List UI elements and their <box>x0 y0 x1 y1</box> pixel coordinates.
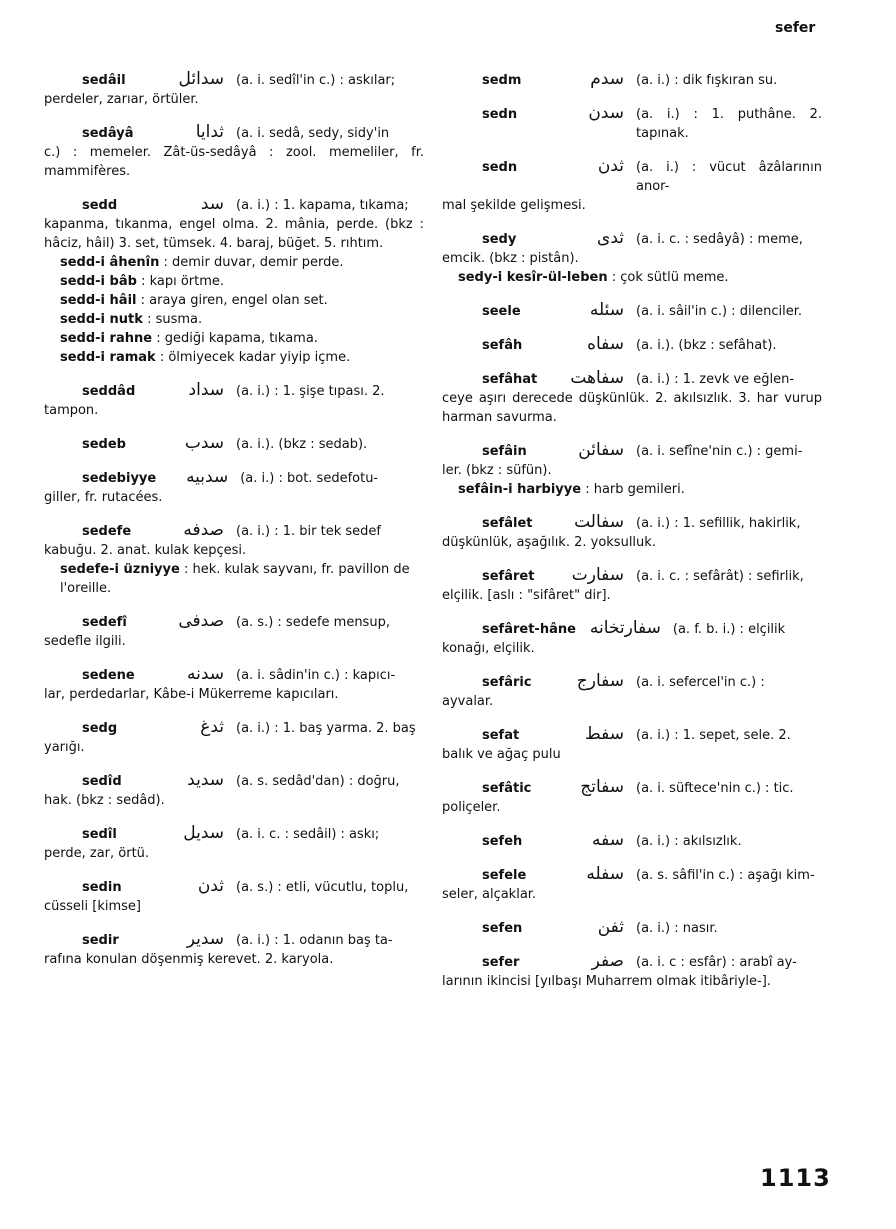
entry-arabic-script: سديد <box>187 770 224 790</box>
entry-arabic-script: سدبيه <box>186 467 229 487</box>
dictionary-entry <box>442 566 822 605</box>
entry-headword: sedâil <box>82 73 126 88</box>
dictionary-entry <box>44 521 424 598</box>
entry-headword: sedefe <box>82 524 132 539</box>
entry-definition-continued: sedefle ilgili. <box>44 634 126 649</box>
entry-headword: sedir <box>82 933 119 948</box>
entry-definition: (a. i.) : dik fışkıran su. <box>636 73 778 88</box>
entry-definition: (a. i. sefîne'nin c.) : gemi- <box>636 444 803 459</box>
entry-arabic-script: سفاه <box>587 334 624 354</box>
entry-definition-continued: cüsseli [kimse] <box>44 899 142 914</box>
dictionary-entry <box>44 612 424 651</box>
entry-arabic-script: ثدغ <box>200 717 224 737</box>
entry-headword: sefâtic <box>482 781 532 796</box>
subentry-headword: sedd-i bâb <box>60 274 137 289</box>
dictionary-entry <box>442 619 822 658</box>
entry-headword: sefat <box>482 728 520 743</box>
entry-headword: sefen <box>482 921 523 936</box>
entry-arabic-script: سد <box>200 194 224 214</box>
entry-definition: (a. i. c. : sefârât) : sefirlik, <box>636 569 804 584</box>
entry-arabic-script: سدب <box>184 433 224 453</box>
entry-arabic-script: سفاتج <box>580 777 624 797</box>
dictionary-entry <box>442 441 822 499</box>
entry-headword: sedd <box>82 198 118 213</box>
entry-arabic-script: ثدن <box>597 156 624 176</box>
entry-arabic-script: ثفن <box>597 917 624 937</box>
subentry-definition: : harb gemileri. <box>585 482 685 497</box>
entry-arabic-script: صدفه <box>183 520 224 540</box>
subentry <box>60 348 424 367</box>
entry-definition-continued: hak. (bkz : sedâd). <box>44 793 165 808</box>
dictionary-entry <box>442 513 822 552</box>
entry-definition: (a. i.) : 1. sepet, sele. 2. <box>636 728 791 743</box>
entry-headword: sedin <box>82 880 122 895</box>
subentry-headword: sedd-i hâil <box>60 293 137 308</box>
entry-definition: (a. i.) : 1. odanın baş ta- <box>236 933 393 948</box>
entry-definition: (a. i. sedâ, sedy, sidy'in <box>236 126 390 141</box>
subentry-headword: sedd-i ramak <box>60 350 156 365</box>
entry-headword: sefele <box>482 868 527 883</box>
entry-definition-continued: yarığı. <box>44 740 85 755</box>
dictionary-entry <box>442 335 822 355</box>
entry-headword: sedîd <box>82 774 122 789</box>
entry-definition: (a. f. b. i.) : elçilik <box>672 622 786 637</box>
page-number: 1113 <box>760 1164 831 1192</box>
entry-definition: (a. i.). (bkz : sedab). <box>236 437 368 452</box>
entry-arabic-script: ثدايا <box>195 122 224 142</box>
entry-definition: (a. i.) : 1. sefillik, hakirlik, <box>636 516 801 531</box>
entry-definition-continued: poliçeler. <box>442 800 501 815</box>
subentry-definition: : gediği kapama, tıkama. <box>156 331 318 346</box>
subentry-definition: : kapı örtme. <box>141 274 225 289</box>
subentry-definition: : susma. <box>147 312 203 327</box>
subentry-definition: : demir duvar, demir perde. <box>163 255 344 270</box>
subentry-list <box>44 253 424 367</box>
entry-headword: sefer <box>482 955 520 970</box>
entry-definition: (a. i.) : 1. baş yarma. 2. baş <box>236 721 416 736</box>
entry-arabic-script: صدفى <box>178 611 224 631</box>
entry-definition-continued: tampon. <box>44 403 99 418</box>
entry-definition: (a. i.) : 1. bir tek sedef <box>236 524 381 539</box>
entry-headword: sedeb <box>82 437 126 452</box>
entry-definition: (a. i.) : 1. kapama, tıkama; <box>236 198 409 213</box>
entry-definition: (a. i.). (bkz : sefâhat). <box>636 338 777 353</box>
entry-headword: sedn <box>482 107 518 122</box>
entry-definition-continued: konağı, elçilik. <box>442 641 535 656</box>
subentry <box>60 272 424 291</box>
entry-definition: (a. s. sâfil'in c.) : aşağı kim- <box>636 868 815 883</box>
entry-arabic-script: سفاهت <box>570 368 624 388</box>
dictionary-entry <box>44 468 424 507</box>
right-column <box>442 70 822 1005</box>
entry-arabic-script: سديل <box>183 823 224 843</box>
entry-definition-continued: rafına konulan döşenmiş kerevet. 2. karyola. <box>44 952 334 967</box>
entry-definition: (a. i. sedîl'in c.) : askılar; <box>236 73 396 88</box>
dictionary-entry <box>44 434 424 454</box>
entry-definition: (a. i.) : 1. şişe tıpası. 2. <box>236 384 385 399</box>
entry-headword: sefâhat <box>482 372 538 387</box>
dictionary-entry <box>44 824 424 863</box>
entry-headword: sedg <box>82 721 118 736</box>
entry-definition: (a. i. c. : sedâil) : askı; <box>236 827 380 842</box>
subentry-headword: sedd-i rahne <box>60 331 153 346</box>
entry-arabic-script: سفله <box>586 864 624 884</box>
entry-arabic-script: سدن <box>588 103 624 123</box>
dictionary-entry <box>44 877 424 916</box>
dictionary-entry <box>44 70 424 109</box>
dictionary-entry <box>442 918 822 938</box>
subentry <box>60 310 424 329</box>
entry-definition: (a. i.) : 1. zevk ve eğlen- <box>636 372 795 387</box>
entry-headword: sedy <box>482 232 517 247</box>
entry-definition: (a. i.) : nasır. <box>636 921 718 936</box>
subentry-list <box>442 480 822 499</box>
subentry-headword: sedd-i âhenîn <box>60 255 160 270</box>
subentry-list <box>44 560 424 598</box>
dictionary-entry <box>442 229 822 287</box>
entry-definition: (a. i. c : esfâr) : arabî ay- <box>636 955 797 970</box>
dictionary-entry <box>442 778 822 817</box>
entry-definition: (a. s.) : sedefe mensup, <box>236 615 390 630</box>
entry-definition: (a. i. sâdin'in c.) : kapıcı- <box>236 668 396 683</box>
subentry <box>60 329 424 348</box>
entry-arabic-script: سفارت <box>571 565 624 585</box>
subentry-definition: : ölmiyecek kadar yiyip içme. <box>159 350 351 365</box>
entry-headword: seele <box>482 304 521 319</box>
entry-definition-continued: larının ikincisi [yılbaşı Muharrem olmak itibâriyle-]. <box>442 974 771 989</box>
entry-headword: sefâlet <box>482 516 533 531</box>
subentry <box>60 560 424 598</box>
entry-definition: (a. i.) : vücut âzâlarının anor- <box>636 160 822 194</box>
entry-arabic-script: سدم <box>590 69 624 89</box>
entry-arabic-script: سدير <box>186 929 224 949</box>
entry-arabic-script: سدائل <box>178 69 224 89</box>
dictionary-entry <box>442 157 822 215</box>
subentry <box>458 480 822 499</box>
dictionary-entry <box>44 771 424 810</box>
dictionary-entry <box>442 70 822 90</box>
entry-definition-continued: mal şekilde gelişmesi. <box>442 198 586 213</box>
dictionary-entry <box>442 672 822 711</box>
entry-headword: seddâd <box>82 384 136 399</box>
entry-headword: sedn <box>482 160 518 175</box>
entry-headword: sefâret-hâne <box>482 622 576 637</box>
entry-definition: (a. i. sâil'in c.) : dilenciler. <box>636 304 803 319</box>
entry-definition: (a. i.) : bot. sedefotu- <box>240 471 379 486</box>
entry-definition: (a. i.) : akılsızlık. <box>636 834 742 849</box>
entry-arabic-script: سفه <box>592 830 624 850</box>
entry-arabic-script: ثدن <box>197 876 224 896</box>
entry-definition-continued: elçilik. [aslı : "sifâret" dir]. <box>442 588 611 603</box>
subentry <box>60 291 424 310</box>
entry-arabic-script: سفط <box>585 724 624 744</box>
subentry-headword: sedefe-i üzniyye <box>60 562 180 577</box>
dictionary-entry <box>442 301 822 321</box>
entry-definition: (a. i. sefercel'in c.) : <box>636 675 765 690</box>
subentry <box>458 268 822 287</box>
dictionary-entry <box>442 952 822 991</box>
entry-arabic-script: صفر <box>591 951 624 971</box>
entry-definition: (a. s. sedâd'dan) : doğru, <box>236 774 400 789</box>
entry-definition-continued: seler, alçaklar. <box>442 887 537 902</box>
dictionary-entry <box>442 865 822 904</box>
subentry <box>60 253 424 272</box>
entry-headword: sedefî <box>82 615 127 630</box>
dictionary-entry <box>44 381 424 420</box>
entry-definition-continued: balık ve ağaç pulu <box>442 747 561 762</box>
entry-arabic-script: سدنه <box>186 664 224 684</box>
entry-definition: (a. s.) : etli, vücutlu, toplu, <box>236 880 409 895</box>
subentry-definition: : çok sütlü meme. <box>611 270 729 285</box>
entry-definition-continued: perdeler, zarıar, örtüler. <box>44 92 199 107</box>
dictionary-entry <box>44 718 424 757</box>
dictionary-entry <box>442 831 822 851</box>
entry-definition-continued: c.) : memeler. Zât-üs-sedâyâ : zool. memeliler, fr. mammifères. <box>44 145 424 179</box>
entry-definition-continued: ler. (bkz : süfün). <box>442 463 552 478</box>
dictionary-entry <box>44 930 424 969</box>
entry-arabic-script: سفارج <box>576 671 624 691</box>
dictionary-entry <box>44 665 424 704</box>
dictionary-entry <box>442 369 822 427</box>
entry-headword: sefâric <box>482 675 532 690</box>
subentry-list <box>442 268 822 287</box>
entry-headword: sedîl <box>82 827 117 842</box>
entry-arabic-script: سفارتخانه <box>589 618 661 638</box>
subentry-definition: : hek. kulak sayvanı, fr. pavillon de l'oreille. <box>60 562 410 596</box>
entry-definition-continued: lar, perdedarlar, Kâbe-i Mükerreme kapıcıları. <box>44 687 339 702</box>
entry-headword: sedm <box>482 73 522 88</box>
entry-definition-continued: ayvalar. <box>442 694 494 709</box>
entry-definition-continued: kabuğu. 2. anat. kulak kepçesi. <box>44 543 247 558</box>
subentry-definition: : araya giren, engel olan set. <box>140 293 328 308</box>
subentry-headword: sefâin-i harbiyye <box>458 482 582 497</box>
entry-headword: sefâh <box>482 338 523 353</box>
entry-definition: (a. i. süftece'nin c.) : tic. <box>636 781 794 796</box>
entry-headword: sefeh <box>482 834 523 849</box>
entry-arabic-script: سفائن <box>578 440 624 460</box>
entry-definition-continued: perde, zar, örtü. <box>44 846 150 861</box>
entry-definition-continued: ceye aşırı derecede düşkünlük. 2. akılsızlık. 3. har vurup harman savurma. <box>442 391 822 425</box>
dictionary-entry <box>44 195 424 367</box>
entry-arabic-script: سداد <box>188 380 224 400</box>
entry-headword: sedene <box>82 668 135 683</box>
entry-headword: sedâyâ <box>82 126 134 141</box>
dictionary-entry <box>44 123 424 181</box>
entry-definition-continued: kapanma, tıkanma, engel olma. 2. mânia, perde. (bkz : hâciz, hâil) 3. set, tümsek. 4. baraj, büğet. 5. rıhtım. <box>44 217 424 251</box>
entry-definition-continued: emcik. (bkz : pistân). <box>442 251 579 266</box>
left-column <box>44 70 424 983</box>
dictionary-entry <box>442 104 822 143</box>
entry-definition: (a. i.) : 1. puthâne. 2. tapınak. <box>636 107 822 141</box>
entry-headword: sefâret <box>482 569 535 584</box>
running-head: sefer <box>775 20 816 36</box>
entry-arabic-script: سفالت <box>574 512 624 532</box>
subentry-headword: sedy-i kesîr-ül-leben <box>458 270 608 285</box>
subentry-headword: sedd-i nutk <box>60 312 143 327</box>
entry-headword: sedebiyye <box>82 471 157 486</box>
entry-headword: sefâin <box>482 444 527 459</box>
entry-arabic-script: ثدى <box>597 228 624 248</box>
entry-arabic-script: سئله <box>589 300 624 320</box>
dictionary-entry <box>442 725 822 764</box>
entry-definition-continued: düşkünlük, aşağılık. 2. yoksulluk. <box>442 535 656 550</box>
entry-definition: (a. i. c. : sedâyâ) : meme, <box>636 232 803 247</box>
entry-definition-continued: giller, fr. rutacées. <box>44 490 163 505</box>
